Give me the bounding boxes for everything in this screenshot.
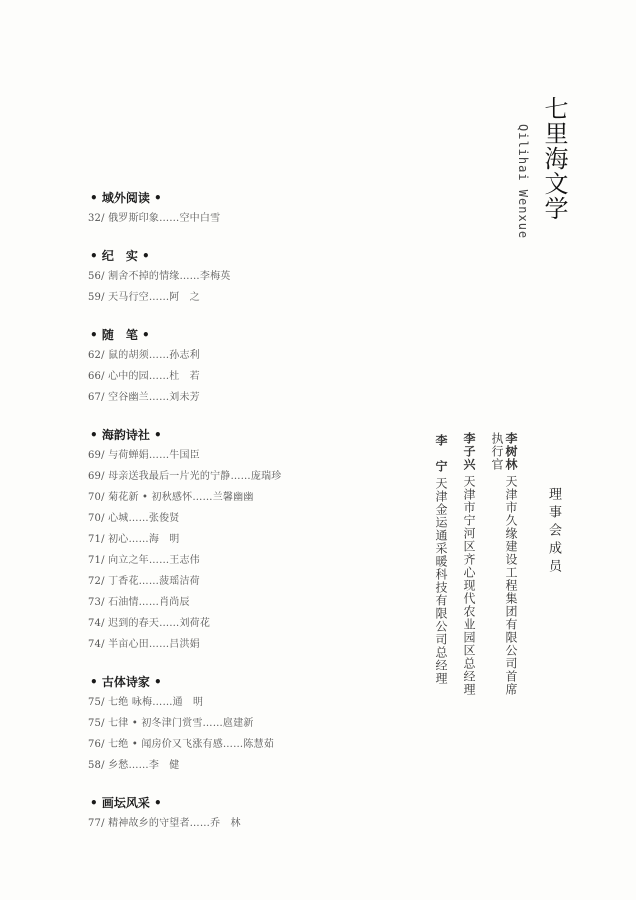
toc-entry: 71/ 初心……海 明	[88, 534, 180, 545]
board-member	[434, 434, 448, 685]
toc-section	[88, 672, 348, 776]
toc-entry: 66/ 心中的园……杜 若	[88, 371, 200, 382]
board-member	[490, 432, 518, 698]
section-spacer	[88, 776, 348, 793]
section-spacer	[88, 408, 348, 425]
table-of-contents	[88, 188, 348, 834]
toc-entry: 71/ 向立之年……王志伟	[88, 555, 200, 566]
toc-entry: 74/ 半亩心田……吕洪娟	[88, 639, 200, 650]
section-title: • 海韵诗社 •	[90, 428, 162, 442]
toc-entry: 62/ 鼠的胡须……孙志利	[88, 350, 200, 361]
toc-section	[88, 325, 348, 408]
section-title: • 域外阅读 •	[90, 191, 162, 205]
section-title: • 古体诗家 •	[90, 675, 162, 689]
magazine-pinyin: Qilihai Wenxue	[516, 124, 530, 240]
member-name: 李 宁	[434, 434, 448, 473]
board-members	[408, 428, 518, 698]
section-title: • 画坛风采 •	[90, 796, 162, 810]
toc-entry: 59/ 天马行空……阿 之	[88, 292, 200, 303]
toc-entry: 73/ 石油情……肖尚辰	[88, 597, 190, 608]
toc-entry: 67/ 空谷幽兰……刘未芳	[88, 392, 200, 403]
toc-section	[88, 793, 348, 834]
toc-entry: 77/ 精神故乡的守望者……乔 林	[88, 818, 241, 829]
toc-entry: 69/ 母亲送我最后一片光的宁静……庞瑞珍	[88, 471, 282, 482]
member-name: 李树林	[504, 432, 518, 471]
section-spacer	[88, 655, 348, 672]
toc-entry: 70/ 菊花新 • 初秋感怀……兰馨幽幽	[88, 492, 254, 503]
member-name: 李子兴	[462, 432, 476, 471]
member-title: 天津市久缘建设工程集团有限公司首席执行官	[490, 432, 518, 696]
member-title: 天津市宁河区齐心现代农业园区总经理	[462, 474, 476, 696]
toc-entry: 75/ 七律 • 初冬津门赏雪……扈建新	[88, 718, 254, 729]
section-spacer	[88, 308, 348, 325]
toc-section	[88, 425, 348, 655]
toc-section	[88, 246, 348, 308]
toc-entry: 74/ 迟到的春天……刘荷花	[88, 618, 211, 629]
magazine-title: 七里海文学	[540, 96, 568, 221]
toc-entry: 58/ 乡愁……李 健	[88, 760, 180, 771]
section-spacer	[88, 229, 348, 246]
toc-section	[88, 188, 348, 229]
board-member	[462, 432, 476, 696]
toc-entry: 76/ 七绝 • 闻房价又飞涨有感……陈慧茹	[88, 739, 274, 750]
toc-entry: 70/ 心城……张俊贤	[88, 513, 180, 524]
toc-entry: 75/ 七绝 咏梅……通 明	[88, 697, 204, 708]
toc-entry: 69/ 与荷蝉娟……牛国臣	[88, 450, 200, 461]
board-heading: 理事会成员	[546, 487, 561, 577]
section-title: • 纪 实 •	[90, 249, 150, 263]
section-title: • 随 笔 •	[90, 328, 150, 342]
toc-entry: 32/ 俄罗斯印象……空中白雪	[88, 213, 221, 224]
member-title: 天津金运通采暖科技有限公司总经理	[434, 476, 448, 685]
toc-entry: 56/ 割舍不掉的情缘……李梅英	[88, 271, 231, 282]
toc-entry: 72/ 丁香花……菠瑶洁荷	[88, 576, 200, 587]
